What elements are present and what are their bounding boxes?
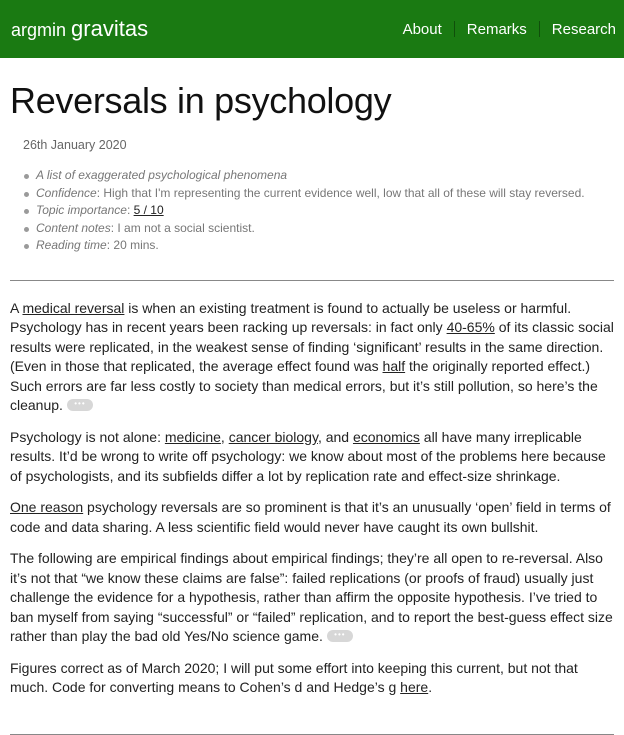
meta-sep: : [110,220,118,235]
text: , and [317,428,353,445]
meta-key: Confidence [36,185,97,200]
cancer-biology-link[interactable]: cancer biology [228,428,318,445]
nav-research[interactable]: Research [551,20,616,38]
divider [10,280,614,281]
site-brand[interactable] [11,16,148,42]
meta-value: I am not a social scientist. [117,220,255,235]
brand-strong: gravitas [71,16,149,41]
meta-sep: : [126,203,134,217]
nav-about[interactable]: About [402,20,442,38]
text: . [428,679,433,695]
page-title: Reversals in psychology [10,80,392,121]
replication-rate-link[interactable]: 40-65% [446,319,495,335]
half-link[interactable]: half [382,358,406,374]
site-header [0,0,624,58]
nav-remarks[interactable]: Remarks [466,20,527,38]
economics-link[interactable]: economics [352,428,420,445]
text: psychology reversals are so prominent is that it’s an unusually ‘open’ field in terms of code and data sharing. A less scientific field would never have caught its own bullshit. [10,499,611,535]
meta-key: Topic importance [36,203,127,217]
text: the originally reported effect.) Such errors are far less costly to society than medical errors, but it’s still pollution, so here’s the cleanup. [10,358,598,413]
brand-light: argmin [11,20,72,40]
post-meta-list [10,167,614,255]
meta-summary [24,167,614,185]
code-here-link[interactable]: here [400,679,429,695]
article [0,80,624,735]
expand-ellipsis-icon[interactable] [327,630,353,642]
meta-topic-importance [24,202,614,220]
divider [10,734,614,735]
medical-reversal-link[interactable]: medical reversal [22,299,125,316]
meta-confidence [24,185,614,203]
text: is when an existing treatment is found to actually be useless or harmful. Psychology has in recent years been racking up reversals: in fact only [10,299,572,335]
meta-key: Content notes [36,220,111,235]
paragraph-5 [10,659,614,698]
text: Figures correct as of March 2020; I will put some effort into keeping this current, but not that much. Code for converting means to Cohen’s d and Hedge’s g [10,659,578,695]
meta-sep: : [96,185,104,200]
meta-reading-time [24,237,614,255]
meta-content-notes [24,220,614,238]
one-reason-link[interactable]: One reason [10,499,84,515]
text: A [10,299,23,316]
meta-key: A list of exaggerated psychological phenomena [36,168,288,182]
medicine-link[interactable]: medicine [164,428,221,445]
text: all have many irreplicable results. It’d be wrong to write off psychology: we know about most of the problems here because of psychologists, and its subfields differ a lot by replication rate and effect-size shrinkage. [10,428,606,484]
meta-sep: : [106,238,114,252]
importance-link[interactable]: 5 / 10 [133,203,164,217]
meta-value: 20 mins. [113,238,159,252]
paragraph-2 [10,428,614,487]
paragraph-4 [10,549,614,647]
meta-key: Reading time [36,238,107,252]
post-date: 26th January 2020 [23,138,127,152]
main-nav [391,21,616,38]
paragraph-1 [10,299,614,416]
text: , [220,428,229,445]
meta-value: High that I'm representing the current evidence well, low that all of these will stay reversed. [103,185,585,200]
expand-ellipsis-icon[interactable] [67,399,93,411]
text: Psychology is not alone: [10,428,165,445]
article-body [10,299,614,698]
text: The following are empirical findings about empirical findings; they’re all open to re-reversal. Also it’s not that “we know these claims are false”: failed replications (or proofs of fraud) usually just challenge the evidence for a hypothesis, rather than affirm the opposite hypothesis. I’ve tried to ban myself from saying “successful” or “failed” replication, and to report the best-guess effect size rather than play the bad old Yes/No science game. [10,550,613,644]
paragraph-3 [10,498,614,537]
text: of its classic social results were replicated, in the weakest sense of finding ‘significant’ results in the same direction. (Even in those that replicated, the average effect found was [10,319,614,374]
